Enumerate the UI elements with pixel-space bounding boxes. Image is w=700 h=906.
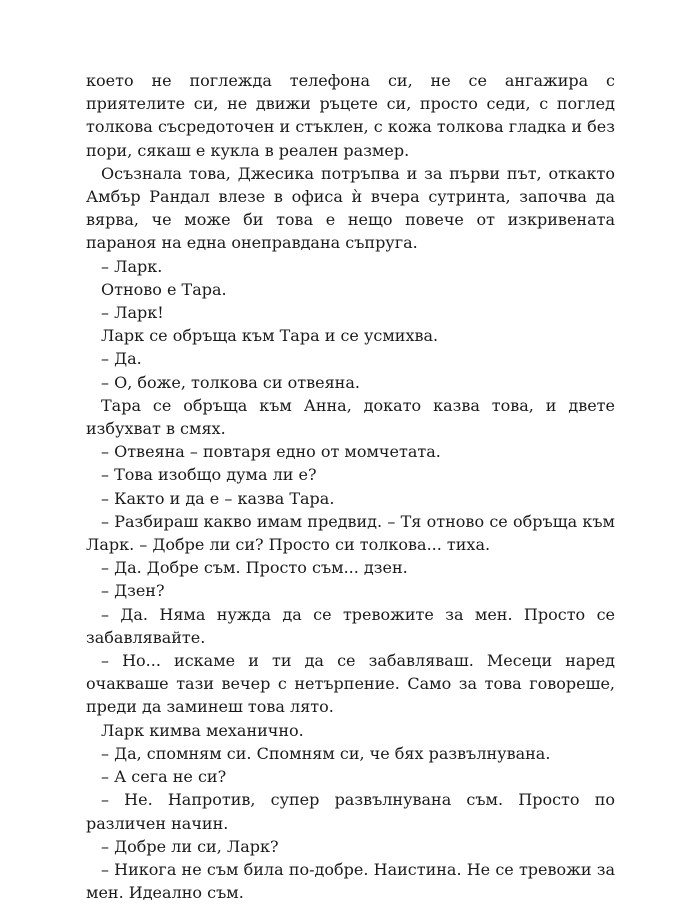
dialogue-line: – Това изобщо дума ли е? [101, 465, 317, 485]
dialogue-line: – Добре ли си, Ларк? [101, 836, 279, 856]
dialogue-line: – О, боже, толкова си отвеяна. [101, 372, 360, 392]
dialogue-line: – Да. [101, 349, 142, 369]
dialogue-line: – Да. Добре съм. Просто съм... дзен. [101, 558, 408, 578]
paragraph: Осъзнала това, Джесика потръпва и за първи път, откакто Амбър Рандал влезе в офиса ѝ вчера сутринта, започва да вярва, че може би това е нещо повече от изкривената параноя на една онеправдана съпруга. [86, 163, 615, 253]
dialogue-line: – Да. Няма нужда да се тревожите за мен. Просто се забавлявайте. [86, 604, 615, 647]
dialogue-line: – Ларк. [101, 256, 163, 276]
paragraph: Ларк кимва механично. [101, 720, 304, 740]
paragraph: Отново е Тара. [101, 279, 227, 299]
dialogue-line: – Но... искаме и ти да се забавляваш. Месеци наред очакваше тази вечер с нетърпение. Само за това говореше, преди да заминеш това лято. [86, 651, 615, 717]
paragraph: Ларк се обръща към Тара и се усмихва. [101, 326, 439, 346]
dialogue-line: – Разбираш какво имам предвид. – Тя отново се обръща към Ларк. – Добре ли си? Просто си толкова... тиха. [86, 511, 615, 555]
dialogue-line: – Ларк! [101, 303, 164, 323]
dialogue-line: – Никога не съм била по-добре. Наистина. Не се тревожи за мен. Идеално съм. [86, 859, 615, 903]
dialogue-line: – Както и да е – казва Тара. [101, 488, 335, 508]
dialogue-line: – Дзен? [101, 581, 165, 601]
page-text [86, 69, 615, 904]
dialogue-line: – Не. Напротив, супер развълнувана съм. Просто по различен начин. [86, 790, 615, 833]
dialogue-line: – А сега не си? [101, 767, 227, 787]
dialogue-line: – Да, спомням си. Спомням си, че бях развълнувана. [101, 743, 551, 763]
dialogue-line: – Отвеяна – повтаря едно от момчетата. [101, 442, 441, 462]
paragraph: Тара се обръща към Анна, докато казва това, и двете избухват в смях. [86, 395, 615, 439]
paragraph: което не поглежда телефона си, не се ангажира с приятелите си, не движи ръцете си, просто седи, с поглед толкова съсредоточен и стъклен, с кожа толкова гладка и без пори, сякаш е кукла в реален размер. [86, 71, 615, 160]
